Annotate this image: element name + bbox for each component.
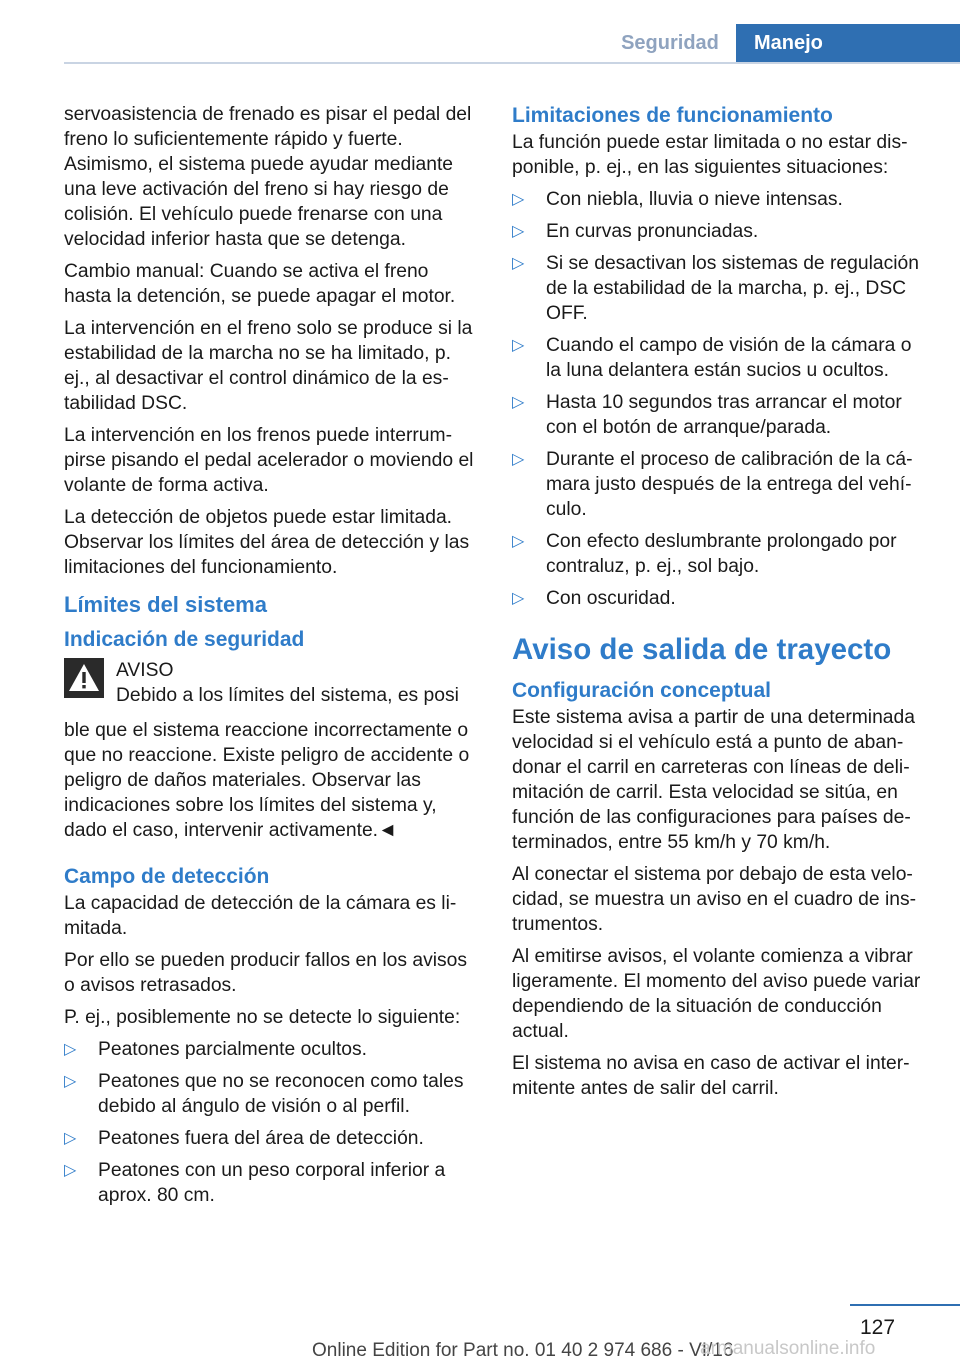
list-item-text: Peatones que no se reconocen como tales debido al ángulo de visión o al perfil. bbox=[98, 1071, 464, 1117]
bullet-list bbox=[512, 187, 926, 611]
list-item bbox=[512, 219, 926, 244]
list-item bbox=[64, 1126, 480, 1151]
triangle-right-icon: ▷ bbox=[512, 223, 525, 240]
subheading-config: Configuración conceptual bbox=[512, 679, 772, 702]
list-item bbox=[512, 333, 926, 383]
paragraph: La intervención en el freno solo se produce si la estabilidad de la marcha no se ha limitado, p. ej., al desactivar el control dinámico de la estabilidad DSC. bbox=[64, 318, 473, 414]
subheading-campo: Campo de detección bbox=[64, 865, 270, 888]
triangle-right-icon: ▷ bbox=[64, 1041, 77, 1058]
list-item-text: Si se desactivan los sistemas de regulación de la estabilidad de la marcha, p. ej., DSC OFF. bbox=[546, 253, 919, 324]
watermark: armanualsonline.info bbox=[700, 1338, 876, 1359]
list-item-text: Durante el proceso de calibración de la cámara justo después de la entrega del vehículo. bbox=[546, 449, 913, 520]
list-item-text: Peatones parcialmente ocultos. bbox=[98, 1039, 368, 1060]
list-item bbox=[512, 251, 926, 326]
paragraph: El sistema no avisa en caso de activar el intermitente antes de salir del carril. bbox=[512, 1053, 910, 1099]
triangle-right-icon: ▷ bbox=[64, 1162, 77, 1179]
paragraph: Este sistema avisa a partir de una determinada velocidad si el vehículo está a punto de abandonar el carril en carreteras con líneas de delimitación de carril. Esta velocidad se sitúa, en función de las configuraciones para países determinados, entre 55 km/h y 70 km/h. bbox=[512, 707, 915, 853]
heading-text: Límites del sistema bbox=[64, 592, 267, 617]
subheading-limitaciones: Limitaciones de funcionamiento bbox=[512, 104, 833, 127]
paragraph: Al conectar el sistema por debajo de esta velocidad, se muestra un aviso en el cuadro de instrumentos. bbox=[512, 864, 917, 935]
paragraph: La función puede estar limitada o no estar disponible, p. ej., en las siguientes situaciones: bbox=[512, 132, 908, 178]
triangle-right-icon: ▷ bbox=[512, 255, 525, 272]
paragraph: servoasistencia de frenado es pisar el pedal del freno lo suficientemente rápido y fuerte. Asimismo, el sistema puede ayudar mediante una leve activación del freno si hay riesgo de colisión. El vehículo puede frenarse con una velocidad inferior hasta que se detenga. bbox=[64, 104, 472, 250]
list-item-text: Con oscuridad. bbox=[546, 588, 676, 609]
paragraph: La capacidad de detección de la cámara es limitada. bbox=[64, 893, 457, 939]
bullet-list bbox=[64, 1037, 480, 1208]
triangle-right-icon: ▷ bbox=[512, 533, 525, 550]
triangle-right-icon: ▷ bbox=[512, 394, 525, 411]
paragraph: Cambio manual: Cuando se activa el freno hasta la detención, se puede apagar el motor. bbox=[64, 261, 456, 307]
list-item-text: Peatones con un peso corporal inferior a aprox. 80 cm. bbox=[98, 1160, 446, 1206]
list-item-text: Hasta 10 segundos tras arrancar el motor con el botón de arranque/parada. bbox=[546, 392, 902, 438]
section-heading-aviso: Aviso de salida de trayecto bbox=[512, 633, 892, 666]
paragraph: La intervención en los frenos puede interrumpirse pisando el pedal acelerador o moviendo el volante de forma activa. bbox=[64, 425, 474, 496]
header-rule bbox=[64, 62, 960, 64]
paragraph: Al emitirse avisos, el volante comienza a vibrar ligeramente. El momento del aviso puede variar dependiendo de la situación de conducción actual. bbox=[512, 946, 921, 1042]
left-column bbox=[64, 102, 480, 1215]
triangle-right-icon: ▷ bbox=[64, 1073, 77, 1090]
list-item-text: Peatones fuera del área de detección. bbox=[98, 1128, 424, 1149]
tab-seguridad[interactable]: Seguridad bbox=[621, 31, 719, 54]
triangle-right-icon: ▷ bbox=[512, 590, 525, 607]
triangle-right-icon: ▷ bbox=[512, 337, 525, 354]
paragraph: La detección de objetos puede estar limitada. Observar los límites del área de detección y las limitaciones del funcionamiento. bbox=[64, 507, 470, 578]
triangle-right-icon: ▷ bbox=[64, 1130, 77, 1147]
list-item bbox=[512, 447, 926, 522]
list-item-text: En curvas pronunciadas. bbox=[546, 221, 759, 242]
right-column bbox=[512, 102, 926, 1108]
list-item-text: Con efecto deslumbrante prolongado por contraluz, p. ej., sol bajo. bbox=[546, 531, 897, 577]
paragraph: Por ello se pueden producir fallos en los avisos o avisos retrasados. bbox=[64, 950, 467, 996]
section-heading-limites bbox=[64, 590, 480, 620]
paragraph: P. ej., posiblemente no se detecte lo siguiente: bbox=[64, 1007, 461, 1028]
list-item bbox=[64, 1069, 480, 1119]
list-item bbox=[512, 390, 926, 440]
list-item bbox=[64, 1037, 480, 1062]
warning-text: ble que el sistema reaccione incorrectamente o que no reaccione. Existe peligro de accidente o peligro de daños materiales. Observar las indicaciones sobre los límites del sistema y, dado el caso, intervenir activamente.◄ bbox=[64, 720, 470, 841]
list-item bbox=[512, 529, 926, 579]
triangle-right-icon: ▷ bbox=[512, 451, 525, 468]
warning-text-first: Debido a los límites del sistema, es posi bbox=[116, 685, 459, 706]
page-number-rule bbox=[850, 1304, 960, 1306]
list-item bbox=[512, 586, 926, 611]
list-item bbox=[64, 1158, 480, 1208]
subheading-indicacion: Indicación de seguridad bbox=[64, 628, 305, 651]
list-item bbox=[512, 187, 926, 212]
page-number: 127 bbox=[860, 1316, 896, 1339]
warning-triangle-icon bbox=[64, 658, 104, 698]
list-item-text: Cuando el campo de visión de la cámara o la luna delantera están sucios u ocultos. bbox=[546, 335, 912, 381]
warning-block bbox=[64, 658, 480, 718]
footer-edition: Online Edition for Part no. 01 40 2 974 686 - VI/16 bbox=[312, 1340, 734, 1361]
tab-manejo[interactable]: Manejo bbox=[736, 24, 960, 62]
warning-title: AVISO bbox=[116, 660, 174, 681]
triangle-right-icon: ▷ bbox=[512, 191, 525, 208]
list-item-text: Con niebla, lluvia o nieve intensas. bbox=[546, 189, 843, 210]
